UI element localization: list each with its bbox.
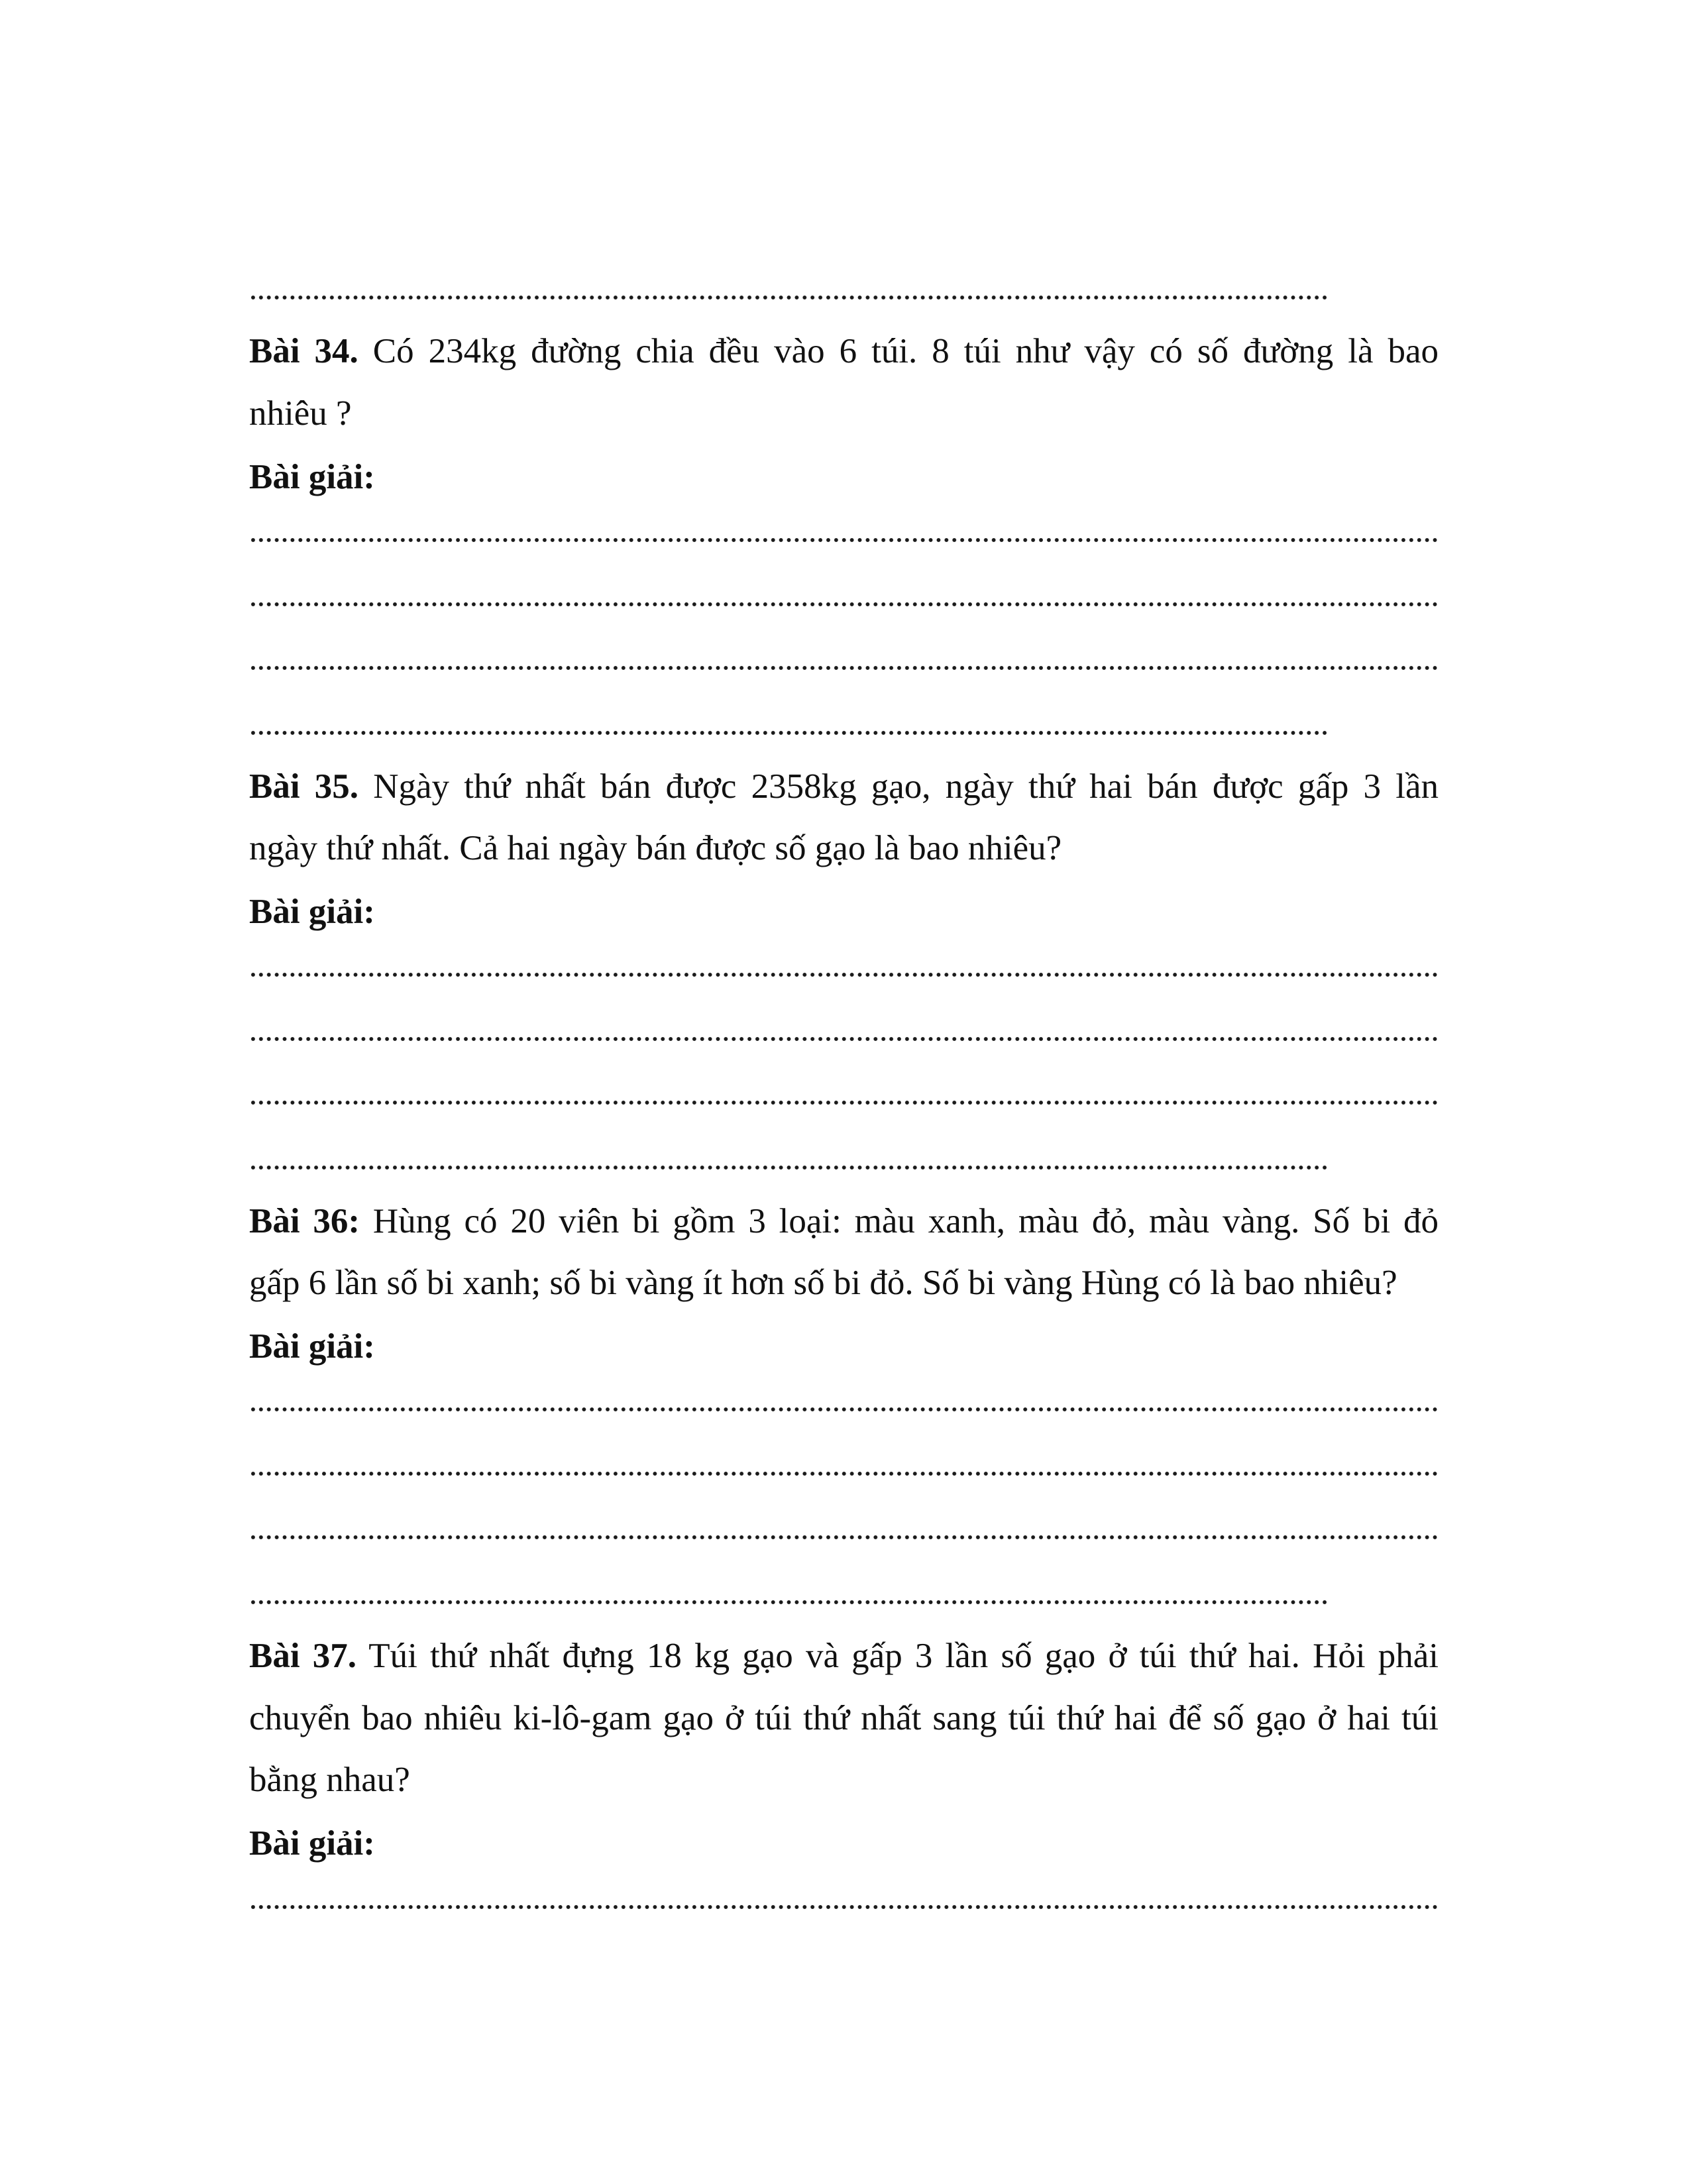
answer-dotted-line	[249, 1470, 1439, 1477]
problem-36-label: Bài 36:	[249, 1202, 360, 1240]
problem-35-solution-label: Bài giải:	[249, 893, 375, 931]
answer-dotted-line	[249, 665, 1439, 671]
problem-37-line-2: chuyển bao nhiêu ki-lô-gam gạo ở túi thứ nhất sang túi thứ hai để số gạo ở hai túi	[249, 1699, 1439, 1737]
problem-37-line-1	[249, 1636, 1439, 1676]
answer-dotted-line	[249, 601, 1439, 608]
problem-35-text: Ngày thứ nhất bán được 2358kg gạo, ngày thứ hai bán được gấp 3 lần	[358, 767, 1439, 806]
problem-37-line-3: bằng nhau?	[249, 1761, 410, 1799]
answer-dotted-line	[249, 1406, 1439, 1413]
answer-dotted-line	[249, 1904, 1439, 1910]
problem-35-line-2: ngày thứ nhất. Cả hai ngày bán được số gạo là bao nhiêu?	[249, 829, 1062, 867]
problem-36-solution-label: Bài giải:	[249, 1327, 375, 1366]
problem-37-label: Bài 37.	[249, 1637, 356, 1675]
answer-dotted-line	[249, 971, 1439, 978]
problem-34-label: Bài 34.	[249, 332, 358, 370]
problem-36-text: Hùng có 20 viên bi gồm 3 loại: màu xanh, màu đỏ, màu vàng. Số bi đỏ	[360, 1202, 1439, 1240]
problem-34-line-1	[249, 331, 1439, 371]
problem-34-text: Có 234kg đường chia đều vào 6 túi. 8 túi như vậy có số đường là bao	[358, 332, 1439, 370]
answer-dotted-line	[249, 1036, 1439, 1042]
answer-dotted-line	[249, 1099, 1439, 1106]
problem-34-solution-label: Bài giải:	[249, 458, 375, 496]
problem-36-line-1	[249, 1201, 1439, 1241]
answer-dotted-line	[249, 1599, 1328, 1606]
problem-34-line-2: nhiêu ?	[249, 394, 352, 433]
problem-36-line-2: gấp 6 lần số bi xanh; số bi vàng ít hơn số bi đỏ. Số bi vàng Hùng có là bao nhiêu?	[249, 1264, 1397, 1302]
answer-dotted-line	[249, 1164, 1328, 1171]
answer-dotted-line	[249, 1534, 1439, 1541]
problem-37-solution-label: Bài giải:	[249, 1824, 375, 1863]
answer-dotted-line	[249, 730, 1328, 736]
answer-dotted-line	[249, 537, 1439, 543]
answer-dotted-line	[249, 294, 1328, 301]
problem-37-text: Túi thứ nhất đựng 18 kg gạo và gấp 3 lần số gạo ở túi thứ hai. Hỏi phải	[356, 1637, 1439, 1675]
problem-35-line-1	[249, 767, 1439, 806]
problem-35-label: Bài 35.	[249, 767, 359, 806]
